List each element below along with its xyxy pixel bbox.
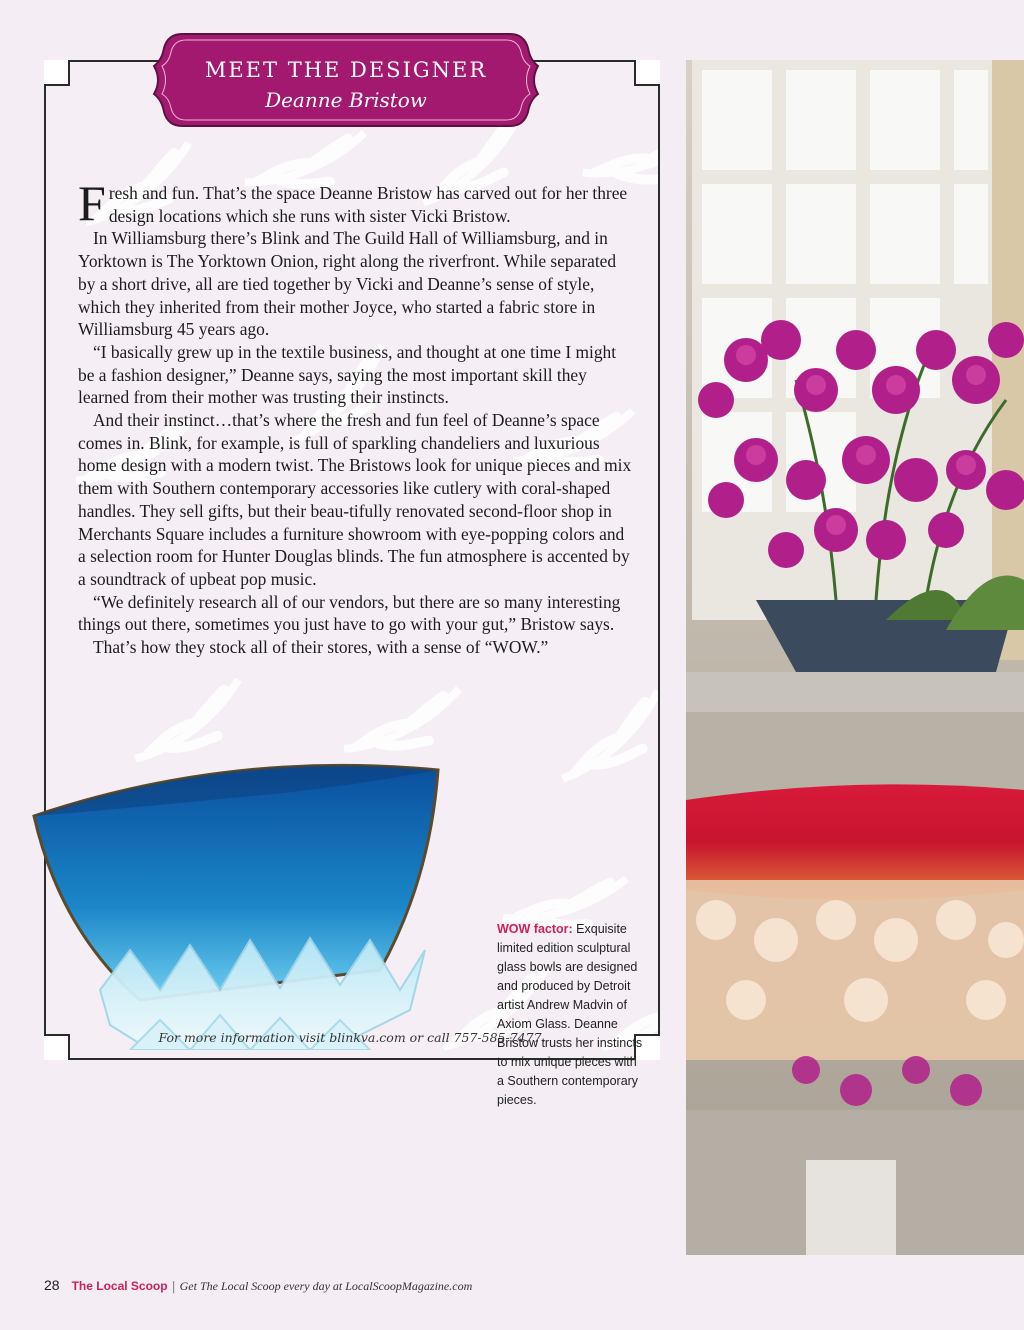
panel-corner-tr bbox=[634, 60, 660, 86]
article-paragraph: And their instinct…that’s where the fresh and fun feel of Deanne’s space comes in. Blink, for example, is full of sparkling chandeliers and luxurious home design with a modern twist. The Bristows look for unique pieces and mix them with Southern contemporary accessories like cutlery with coral-shaped handles. They sell gifts, but their beau-tifully renovated second-floor shop in Merchants Square includes a furniture showroom with eye-popping colors and a selection room for Hunter Douglas blinds. The fun atmosphere is accented by a soundtrack of upbeat pop music. bbox=[78, 410, 632, 589]
article-paragraph: In Williamsburg there’s Blink and The Guild Hall of Williamsburg, and in Yorktown is The Yorktown Onion, right along the riverfront. While separated by a short drive, all are tied together by Vicki and Deanne’s sense of style, which they inherited from their mother Joyce, who started a fabric store in Williamsburg 45 years ago. bbox=[78, 228, 617, 340]
panel-corner-tl bbox=[44, 60, 70, 86]
footer-tagline: Get The Local Scoop every day at LocalScoopMagazine.com bbox=[179, 1279, 473, 1293]
article-paragraph: “I basically grew up in the textile business, and thought at one time I might be a fashion designer,” Deanne says, saying the most important skill they learned from their mother was trusting their instincts. bbox=[78, 341, 617, 408]
designer-name: Deanne Bristow bbox=[265, 88, 427, 112]
article-paragraph: That’s how they stock all of their stores, with a sense of “WOW.” bbox=[93, 637, 549, 658]
drop-cap: F bbox=[78, 175, 106, 231]
section-badge bbox=[152, 30, 540, 130]
footer-separator: | bbox=[171, 1279, 176, 1293]
caption-text: Exquisite limited edition sculptural glass bowls are designed and produced by Detroit artist Andrew Madvin of Axiom Glass. Deanne Bristow trusts her instincts to mix unique pieces with a Southern contemporary pieces. bbox=[497, 922, 643, 1107]
page-footer bbox=[44, 1277, 472, 1295]
article-paragraph: “We definitely research all of our vendors, but there are so many interesting things out there, sometimes you just have to go with your gut,” Bristow says. bbox=[78, 591, 621, 635]
glass-bowl-photo bbox=[30, 750, 470, 1050]
caption-lead: WOW factor: bbox=[497, 922, 573, 936]
article-body bbox=[78, 175, 634, 659]
paragraph-text: resh and fun. That’s the space Deanne Bristow has carved out for her three design locations which she runs with sister Vicki Bristow. bbox=[108, 183, 628, 226]
magazine-name: The Local Scoop bbox=[71, 1279, 168, 1293]
page-number: 28 bbox=[44, 1277, 60, 1293]
orchid-table-photo bbox=[686, 60, 1024, 1255]
info-line: For more information visit blinkva.com or call 757-585-7477. bbox=[158, 1030, 546, 1045]
article-paragraph bbox=[78, 175, 634, 231]
photo-caption bbox=[497, 920, 647, 1110]
section-title: MEET THE DESIGNER bbox=[204, 58, 488, 82]
